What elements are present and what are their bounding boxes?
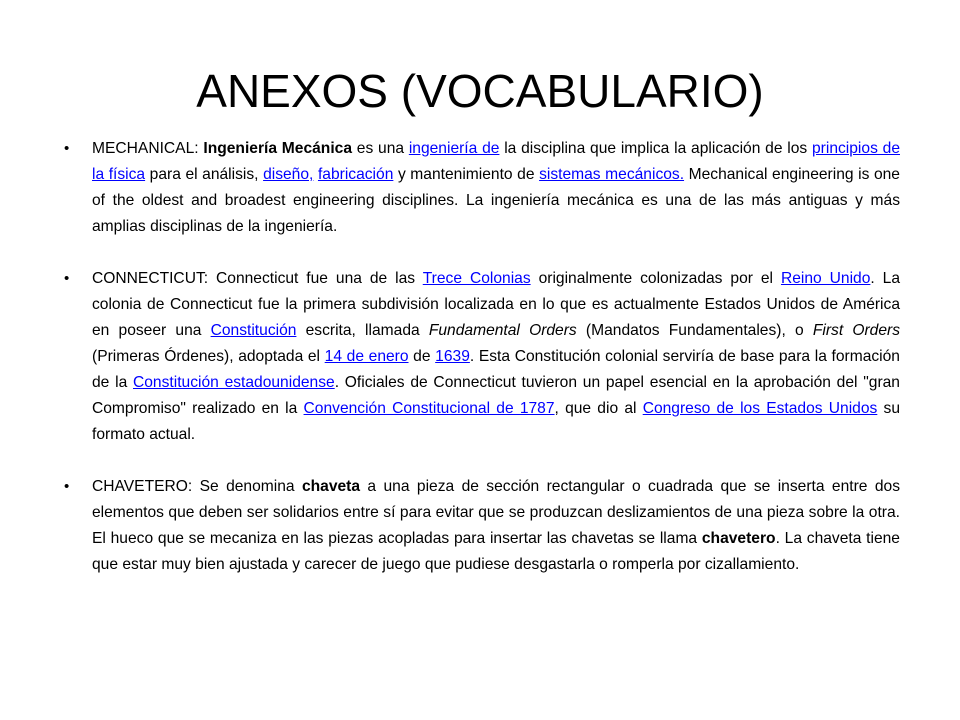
slide-title: ANEXOS (VOCABULARIO): [196, 65, 764, 117]
hyperlink[interactable]: Constitución estadounidense: [133, 374, 335, 391]
hyperlink[interactable]: Convención Constitucional de 1787: [303, 400, 555, 417]
hyperlink[interactable]: 14 de enero: [324, 348, 409, 365]
body-text: . La colonia de Connecticut fue la primera subdivisión localizada en lo que es actualmente Estados Unidos de América en poseer una: [92, 270, 901, 339]
body-text: es una: [352, 140, 409, 157]
hyperlink[interactable]: fabricación: [317, 166, 394, 183]
hyperlink[interactable]: Trece Colonias: [422, 270, 531, 287]
italic-text: First Orders: [812, 322, 900, 339]
body-text: escrita, llamada: [296, 322, 429, 339]
bullet-icon: •: [64, 270, 70, 287]
hyperlink[interactable]: diseño,: [263, 166, 314, 183]
bullet-icon: •: [64, 140, 70, 157]
body-text: Mechanical engineering is one of the oldest and broadest engineering disciplines. La ingeniería mecánica es una de las más antiguas y más amplias disciplinas de la ingeniería.: [92, 166, 900, 235]
bullet-icon: •: [64, 478, 70, 495]
hyperlink[interactable]: 1639: [435, 348, 470, 365]
hyperlink[interactable]: principios de la física: [92, 140, 900, 183]
body-text: para el análisis,: [145, 166, 264, 183]
body-text: MECHANICAL:: [92, 140, 204, 157]
body-text: CHAVETERO: Se denomina: [92, 478, 302, 495]
body-text: . Esta Constitución colonial serviría de base para la formación de la: [92, 348, 900, 391]
body-text: (Mandatos Fundamentales), o: [576, 322, 813, 339]
body-text: de: [408, 348, 436, 365]
vocabulary-item: [64, 266, 900, 448]
body-text: a una pieza de sección rectangular o cuadrada que se inserta entre dos elementos que deben ser solidarios entre sí para evitar que se produzcan deslizamientos de una pieza sobre la otra. El hueco que se mecaniza en las piezas acopladas para insertar las chavetas se llama: [92, 478, 900, 547]
bold-term: Ingeniería Mecánica: [203, 140, 353, 157]
italic-text: Fundamental Orders: [428, 322, 577, 339]
body-text: . La chaveta tiene que estar muy bien ajustada y carecer de juego que pudiese desgastarla o romperla por cizallamiento.: [92, 530, 900, 573]
hyperlink[interactable]: Reino Unido: [780, 270, 871, 287]
hyperlink[interactable]: Constitución: [210, 322, 297, 339]
body-text: y mantenimiento de: [393, 166, 540, 183]
body-text: , que dio al: [554, 400, 643, 417]
body-text: CONNECTICUT: Connecticut fue una de las: [92, 270, 423, 287]
vocabulary-item: [64, 136, 900, 240]
bold-term: chavetero: [701, 530, 776, 547]
bold-term: chaveta: [301, 478, 361, 495]
vocabulary-list: [64, 136, 900, 578]
body-text: originalmente colonizadas por el: [530, 270, 781, 287]
body-text: la disciplina que implica la aplicación de los: [499, 140, 812, 157]
vocabulary-item: [64, 474, 900, 578]
body-text: . Oficiales de Connecticut tuvieron un papel esencial en la aprobación del "gran Compromiso" realizado en la: [92, 374, 900, 417]
hyperlink[interactable]: ingeniería de: [408, 140, 500, 157]
hyperlink[interactable]: Congreso de los Estados Unidos: [642, 400, 878, 417]
body-text: su formato actual.: [92, 400, 901, 443]
body-text: (Primeras Órdenes), adoptada el: [92, 348, 325, 365]
hyperlink[interactable]: sistemas mecánicos.: [539, 166, 685, 183]
